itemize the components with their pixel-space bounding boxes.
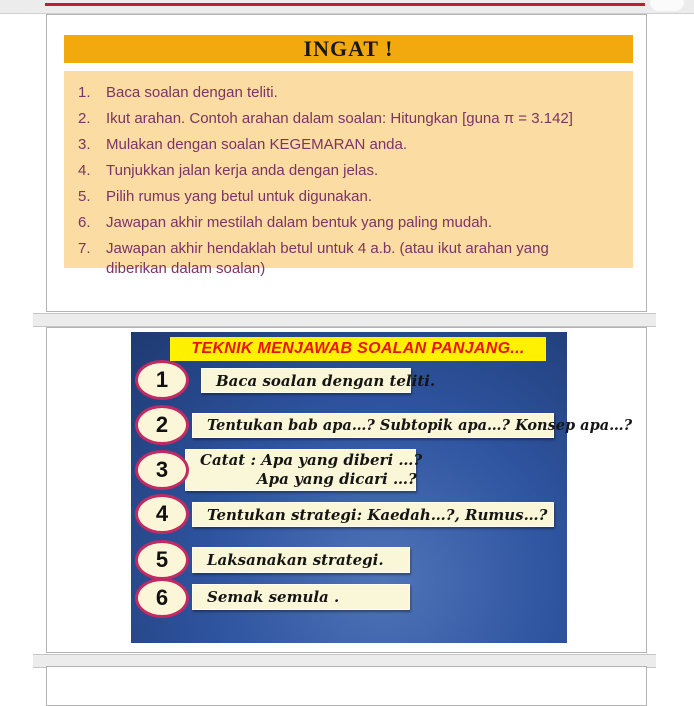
list-item-text: Pilih rumus yang betul untuk digunakan. bbox=[106, 188, 373, 205]
step-text: Catat : Apa yang diberi …? bbox=[200, 451, 423, 469]
top-red-divider bbox=[45, 3, 645, 6]
ingat-card bbox=[46, 14, 647, 312]
step-number-badge: 2 bbox=[135, 405, 189, 445]
step-box bbox=[185, 449, 423, 491]
list-item bbox=[78, 109, 619, 129]
list-item bbox=[78, 187, 619, 207]
list-item-number: 7. bbox=[78, 240, 91, 257]
ingat-header: INGAT ! bbox=[64, 35, 633, 63]
step-box bbox=[192, 502, 554, 527]
list-item-text: Mulakan dengan soalan KEGEMARAN anda. bbox=[106, 136, 408, 153]
list-item-number: 2. bbox=[78, 110, 91, 127]
step-number-badge: 3 bbox=[135, 450, 189, 490]
step-number-badge: 6 bbox=[135, 578, 189, 618]
list-item bbox=[78, 83, 619, 103]
step-text: Laksanakan strategi. bbox=[207, 551, 384, 569]
step-text: Semak semula . bbox=[207, 588, 340, 606]
list-item-text: Jawapan akhir mestilah dalam bentuk yang paling mudah. bbox=[106, 214, 493, 231]
step-number-badge: 1 bbox=[135, 360, 189, 400]
list-item-number: 3. bbox=[78, 136, 91, 153]
teknik-slide bbox=[131, 332, 633, 643]
step-text: Tentukan strategi: Kaedah…?, Rumus…? bbox=[207, 505, 548, 524]
list-item-text: Ikut arahan. Contoh arahan dalam soalan: Hitungkan [guna π = 3.142] bbox=[106, 110, 573, 127]
step-number-badge: 4 bbox=[135, 494, 189, 534]
list-item-number: 1. bbox=[78, 84, 91, 101]
slide-title: TEKNIK MENJAWAB SOALAN PANJANG... bbox=[170, 337, 546, 361]
list-item-text: Baca soalan dengan teliti. bbox=[106, 84, 278, 101]
list-item-number: 6. bbox=[78, 214, 91, 231]
step-text: Baca soalan dengan teliti. bbox=[216, 371, 436, 390]
list-item bbox=[78, 135, 619, 155]
teknik-card bbox=[46, 327, 647, 653]
step-box bbox=[192, 413, 633, 438]
step-number-badge: 5 bbox=[135, 540, 189, 580]
ingat-list bbox=[64, 71, 633, 277]
list-item bbox=[78, 161, 619, 181]
list-item-text: Jawapan akhir hendaklah betul untuk 4 a.b. (atau ikut arahan yang diberikan dalam soalan) bbox=[106, 240, 549, 277]
step-box bbox=[201, 368, 436, 393]
step-box bbox=[192, 584, 410, 610]
list-item-number: 4. bbox=[78, 162, 91, 179]
top-right-notch bbox=[650, 0, 684, 11]
step-text: Tentukan bab apa…? Subtopik apa…? Konsep apa…? bbox=[207, 417, 633, 434]
list-item bbox=[78, 239, 619, 279]
next-card-partial bbox=[46, 666, 647, 706]
list-item-text: Tunjukkan jalan kerja anda dengan jelas. bbox=[106, 162, 379, 179]
step-text-line2: Apa yang dicari …? bbox=[257, 470, 417, 488]
list-item bbox=[78, 213, 619, 233]
step-box bbox=[192, 547, 410, 573]
list-item-number: 5. bbox=[78, 188, 91, 205]
card-divider-strip bbox=[33, 313, 656, 327]
